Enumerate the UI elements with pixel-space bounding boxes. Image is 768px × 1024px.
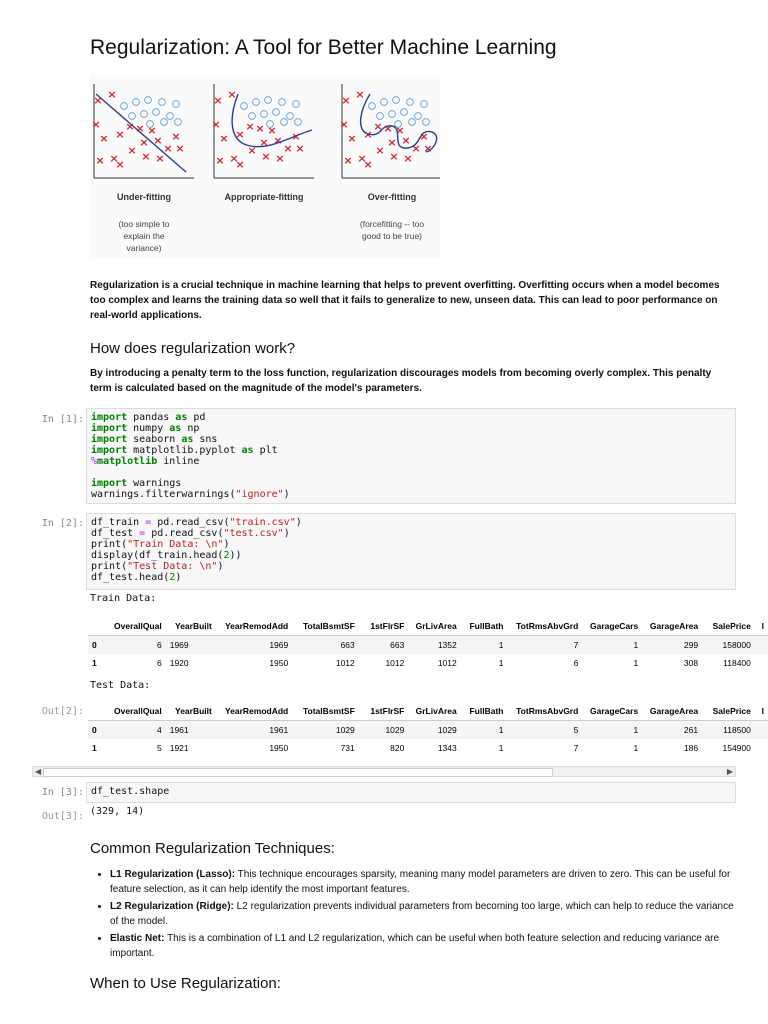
test-col-header: GarageArea bbox=[642, 702, 702, 721]
table-cell: 1012 bbox=[385, 658, 405, 668]
table-cell: 1012 bbox=[437, 658, 457, 668]
circle-mark bbox=[415, 113, 422, 120]
cross-mark: × bbox=[153, 134, 163, 147]
circle-mark bbox=[261, 111, 268, 118]
fitting-diagram bbox=[90, 75, 440, 258]
table-cell bbox=[755, 654, 768, 672]
table-cell: 261 bbox=[642, 721, 702, 740]
train-col-header bbox=[88, 617, 105, 636]
cross-mark: × bbox=[357, 152, 367, 165]
table-cell: 1961 bbox=[216, 721, 292, 740]
technique-description: This technique encourages sparsity, meaning many model parameters are driven to zero. This can be useful for feature selection, as it can help identify the most important features. bbox=[110, 869, 731, 895]
train-col-header: I bbox=[755, 617, 768, 636]
cross-mark: × bbox=[163, 142, 173, 155]
table-cell: 6 bbox=[573, 658, 579, 668]
fit-label: Under-fitting bbox=[117, 192, 171, 202]
cross-mark: × bbox=[115, 128, 125, 141]
table-cell: 663 bbox=[359, 636, 409, 655]
fit-caption: variance) bbox=[126, 243, 162, 253]
table-cell: 5 bbox=[156, 743, 162, 753]
cross-mark: × bbox=[403, 152, 413, 165]
circle-mark bbox=[295, 119, 302, 126]
table-cell: 1029 bbox=[359, 721, 409, 740]
cross-mark: × bbox=[247, 144, 257, 157]
cross-mark: × bbox=[291, 130, 301, 143]
cross-mark: × bbox=[395, 124, 405, 137]
table-cell: 1950 bbox=[269, 743, 289, 753]
row-index: 1 bbox=[92, 658, 97, 668]
cross-mark: × bbox=[107, 88, 117, 101]
circle-mark bbox=[153, 109, 160, 116]
cross-mark: × bbox=[375, 144, 385, 157]
train-col-header: OverallQual bbox=[105, 617, 166, 636]
cross-mark: × bbox=[95, 154, 105, 167]
code-cell-2[interactable]: df_train = pd.read_csv("train.csv") df_test = pd.read_csv("test.csv") print("Train Data: \n") display(df_train.head(2)) print("Test Data: \n") df_test.head(2) bbox=[86, 513, 736, 590]
cross-mark: × bbox=[175, 142, 185, 155]
test-col-header: I bbox=[755, 702, 768, 721]
cell-2-prompt: In [2]: bbox=[41, 518, 84, 529]
table-row bbox=[88, 654, 768, 672]
cross-mark: × bbox=[355, 88, 365, 101]
test-data-label: Test Data: bbox=[90, 680, 151, 691]
train-col-header: GrLivArea bbox=[408, 617, 460, 636]
code-cell-1[interactable]: import pandas as pd import numpy as np import seaborn as sns import matplotlib.pyplot as plt %matplotlib inline import warnings warnings.filterwarnings("ignore") bbox=[86, 408, 736, 504]
cross-mark: × bbox=[275, 152, 285, 165]
list-item bbox=[110, 899, 740, 929]
list-item bbox=[110, 867, 740, 897]
cross-mark: × bbox=[387, 136, 397, 149]
cross-mark: × bbox=[235, 128, 245, 141]
table-cell: 118400 bbox=[723, 658, 751, 668]
cross-mark: × bbox=[235, 158, 245, 171]
table-cell: 1343 bbox=[437, 743, 457, 753]
table-cell: 1 bbox=[582, 721, 642, 740]
fit-caption: explain the bbox=[123, 231, 165, 241]
test-col-header: TotalBsmtSF bbox=[292, 702, 359, 721]
cross-mark: × bbox=[363, 158, 373, 171]
fit-label: Appropriate-fitting bbox=[224, 192, 304, 202]
section-heading-how: How does regularization work? bbox=[90, 340, 296, 357]
train-col-header: TotalBsmtSF bbox=[292, 617, 359, 636]
cross-mark: × bbox=[135, 122, 145, 135]
table-cell: 1950 bbox=[269, 658, 289, 668]
circle-mark bbox=[281, 119, 288, 126]
table-cell: 820 bbox=[390, 743, 405, 753]
circle-mark bbox=[175, 119, 182, 126]
cross-mark: × bbox=[295, 142, 305, 155]
cross-mark: × bbox=[227, 88, 237, 101]
table-cell: 1 bbox=[633, 743, 639, 753]
fit-caption: good to be true) bbox=[361, 231, 423, 241]
cross-mark: × bbox=[219, 132, 229, 145]
cross-mark: × bbox=[401, 134, 411, 147]
table-cell: 1 bbox=[461, 636, 508, 655]
table-cell bbox=[755, 721, 768, 740]
train-col-header: 1stFlrSF bbox=[359, 617, 409, 636]
technique-description: This is a combination of L1 and L2 regularization, which can be useful when both feature selection and reducing variance are important. bbox=[110, 933, 720, 959]
scrollbar-thumb[interactable] bbox=[43, 768, 553, 777]
cross-mark: × bbox=[411, 142, 421, 155]
table-row bbox=[88, 721, 768, 740]
section-heading-when: When to Use Regularization: bbox=[90, 975, 281, 992]
cross-mark: × bbox=[255, 122, 265, 135]
train-data-label: Train Data: bbox=[90, 593, 157, 604]
table-cell: 308 bbox=[683, 658, 699, 668]
circle-mark bbox=[249, 113, 256, 120]
cross-mark: × bbox=[171, 130, 181, 143]
cross-mark: × bbox=[155, 152, 165, 165]
test-col-header: YearRemodAdd bbox=[216, 702, 292, 721]
circle-mark bbox=[389, 111, 396, 118]
cell-2-out-prompt: Out[2]: bbox=[41, 706, 84, 717]
circle-mark bbox=[393, 97, 400, 104]
circle-mark bbox=[293, 101, 300, 108]
cross-mark: × bbox=[341, 94, 351, 107]
code-cell-3[interactable]: df_test.shape bbox=[86, 782, 736, 803]
circle-mark bbox=[141, 111, 148, 118]
cross-mark: × bbox=[109, 152, 119, 165]
cross-mark: × bbox=[215, 154, 225, 167]
table-cell: 186 bbox=[683, 743, 699, 753]
train-col-header: YearRemodAdd bbox=[216, 617, 292, 636]
table-cell: 1921 bbox=[169, 743, 189, 753]
cross-mark: × bbox=[93, 94, 103, 107]
cell-1-prompt: In [1]: bbox=[41, 414, 84, 425]
circle-mark bbox=[133, 99, 140, 106]
cross-mark: × bbox=[211, 118, 221, 131]
table-cell: 1 bbox=[498, 658, 504, 668]
circle-mark bbox=[121, 103, 128, 110]
table-cell: 731 bbox=[340, 743, 355, 753]
table-cell: 1 bbox=[461, 721, 508, 740]
circle-mark bbox=[377, 113, 384, 120]
circle-mark bbox=[287, 113, 294, 120]
cross-mark: × bbox=[419, 130, 429, 143]
table-cell: 118500 bbox=[702, 721, 755, 740]
table-cell: 1961 bbox=[166, 721, 216, 740]
page-title: Regularization: A Tool for Better Machine Learning bbox=[90, 36, 557, 59]
intro-paragraph: Regularization is a crucial technique in machine learning that helps to prevent overfitting. Overfitting occurs when a model becomes too complex and learns the training data so well that it fails to generalize to new, unseen data. This can lead to poor performance on real-world applications. bbox=[90, 280, 720, 321]
fitting-illustration bbox=[90, 75, 440, 258]
cell-3-output: (329, 14) bbox=[90, 806, 145, 817]
cross-mark: × bbox=[147, 124, 157, 137]
table-cell: 1 bbox=[498, 743, 504, 753]
technique-term: L2 Regularization (Ridge): bbox=[110, 901, 234, 912]
cross-mark: × bbox=[373, 120, 383, 133]
fit-caption: (too simple to bbox=[118, 219, 170, 229]
technique-description: L2 regularization prevents individual parameters from becoming too large, which can help to reduce the variance of the model. bbox=[110, 901, 734, 927]
cross-mark: × bbox=[343, 154, 353, 167]
cross-mark: × bbox=[245, 120, 255, 133]
cross-mark: × bbox=[267, 124, 277, 137]
table-cell: 1029 bbox=[292, 721, 359, 740]
fit-label: Over-fitting bbox=[367, 192, 417, 202]
circle-mark bbox=[273, 109, 280, 116]
list-item bbox=[110, 931, 740, 961]
circle-mark bbox=[381, 99, 388, 106]
test-col-header: SalePrice bbox=[702, 702, 755, 721]
cross-mark: × bbox=[125, 120, 135, 133]
cross-mark: × bbox=[261, 150, 271, 163]
table-cell: 1 bbox=[582, 636, 642, 655]
train-col-header: GarageCars bbox=[582, 617, 642, 636]
table-cell bbox=[755, 636, 768, 655]
test-col-header: 1stFlrSF bbox=[359, 702, 409, 721]
circle-mark bbox=[129, 113, 136, 120]
circle-mark bbox=[161, 119, 168, 126]
row-index: 0 bbox=[88, 721, 105, 740]
cross-mark: × bbox=[389, 150, 399, 163]
table-cell: 1352 bbox=[408, 636, 460, 655]
cross-mark: × bbox=[383, 122, 393, 135]
how-paragraph: By introducing a penalty term to the loss function, regularization discourages models from becoming overly complex. This penalty term is calculated based on the magnitude of the model's parameters. bbox=[90, 368, 712, 394]
scroll-left-icon[interactable]: ◀ bbox=[35, 767, 42, 776]
row-index: 1 bbox=[92, 743, 97, 753]
table-cell: 1969 bbox=[166, 636, 216, 655]
circle-mark bbox=[407, 99, 414, 106]
table-cell: 1 bbox=[633, 658, 639, 668]
circle-mark bbox=[409, 119, 416, 126]
table-cell: 1920 bbox=[169, 658, 189, 668]
cross-mark: × bbox=[127, 144, 137, 157]
circle-mark bbox=[401, 109, 408, 116]
table-cell: 154900 bbox=[722, 743, 751, 753]
cross-mark: × bbox=[213, 94, 223, 107]
table-cell bbox=[755, 739, 768, 757]
train-col-header: YearBuilt bbox=[166, 617, 216, 636]
section-heading-techniques: Common Regularization Techniques: bbox=[90, 840, 335, 857]
table-cell: 7 bbox=[507, 636, 582, 655]
cell-3-out-prompt: Out[3]: bbox=[41, 811, 84, 822]
table-cell: 1969 bbox=[216, 636, 292, 655]
test-col-header: FullBath bbox=[461, 702, 508, 721]
table-cell: 1029 bbox=[408, 721, 460, 740]
table-cell: 158000 bbox=[702, 636, 755, 655]
cross-mark: × bbox=[339, 118, 349, 131]
cross-mark: × bbox=[229, 152, 239, 165]
techniques-list bbox=[94, 867, 740, 963]
fit-panel bbox=[211, 84, 314, 202]
technique-term: L1 Regularization (Lasso): bbox=[110, 869, 236, 880]
test-col-header: YearBuilt bbox=[166, 702, 216, 721]
cross-mark: × bbox=[259, 136, 269, 149]
test-col-header: OverallQual bbox=[105, 702, 166, 721]
fit-panel bbox=[91, 84, 194, 253]
cross-mark: × bbox=[141, 150, 151, 163]
table-cell: 4 bbox=[105, 721, 166, 740]
scroll-right-icon[interactable]: ▶ bbox=[726, 767, 733, 776]
circle-mark bbox=[421, 101, 428, 108]
table-cell: 6 bbox=[105, 636, 166, 655]
table-cell: 663 bbox=[292, 636, 359, 655]
row-index: 0 bbox=[88, 636, 105, 655]
circle-mark bbox=[173, 101, 180, 108]
cross-mark: × bbox=[363, 128, 373, 141]
circle-mark bbox=[167, 113, 174, 120]
train-col-header: TotRmsAbvGrd bbox=[507, 617, 582, 636]
test-col-header: GrLivArea bbox=[408, 702, 460, 721]
train-col-header: FullBath bbox=[461, 617, 508, 636]
train-dataframe bbox=[88, 617, 768, 672]
cell-3-prompt: In [3]: bbox=[41, 787, 84, 798]
table-row bbox=[88, 636, 768, 655]
train-col-header: GarageArea bbox=[642, 617, 702, 636]
table-cell: 6 bbox=[156, 658, 162, 668]
circle-mark bbox=[159, 99, 166, 106]
train-col-header: SalePrice bbox=[702, 617, 755, 636]
circle-mark bbox=[279, 99, 286, 106]
test-col-header: GarageCars bbox=[582, 702, 642, 721]
fit-panel bbox=[339, 84, 440, 241]
circle-mark bbox=[265, 97, 272, 104]
cross-mark: × bbox=[347, 132, 357, 145]
table-cell: 1012 bbox=[335, 658, 355, 668]
test-col-header bbox=[88, 702, 105, 721]
table-cell: 7 bbox=[573, 743, 579, 753]
table-cell: 299 bbox=[642, 636, 702, 655]
cross-mark: × bbox=[273, 134, 283, 147]
circle-mark bbox=[241, 103, 248, 110]
test-dataframe bbox=[88, 702, 768, 757]
table-row bbox=[88, 739, 768, 757]
technique-term: Elastic Net: bbox=[110, 933, 165, 944]
circle-mark bbox=[369, 103, 376, 110]
cross-mark: × bbox=[99, 132, 109, 145]
cross-mark: × bbox=[139, 136, 149, 149]
circle-mark bbox=[145, 97, 152, 104]
cross-mark: × bbox=[283, 142, 293, 155]
circle-mark bbox=[253, 99, 260, 106]
cross-mark: × bbox=[423, 142, 433, 155]
cross-mark: × bbox=[115, 158, 125, 171]
test-col-header: TotRmsAbvGrd bbox=[507, 702, 582, 721]
horizontal-scrollbar[interactable] bbox=[32, 766, 736, 777]
cross-mark: × bbox=[91, 118, 101, 131]
circle-mark bbox=[423, 119, 430, 126]
table-cell: 5 bbox=[507, 721, 582, 740]
fit-caption: (forcefitting -- too bbox=[359, 219, 425, 229]
